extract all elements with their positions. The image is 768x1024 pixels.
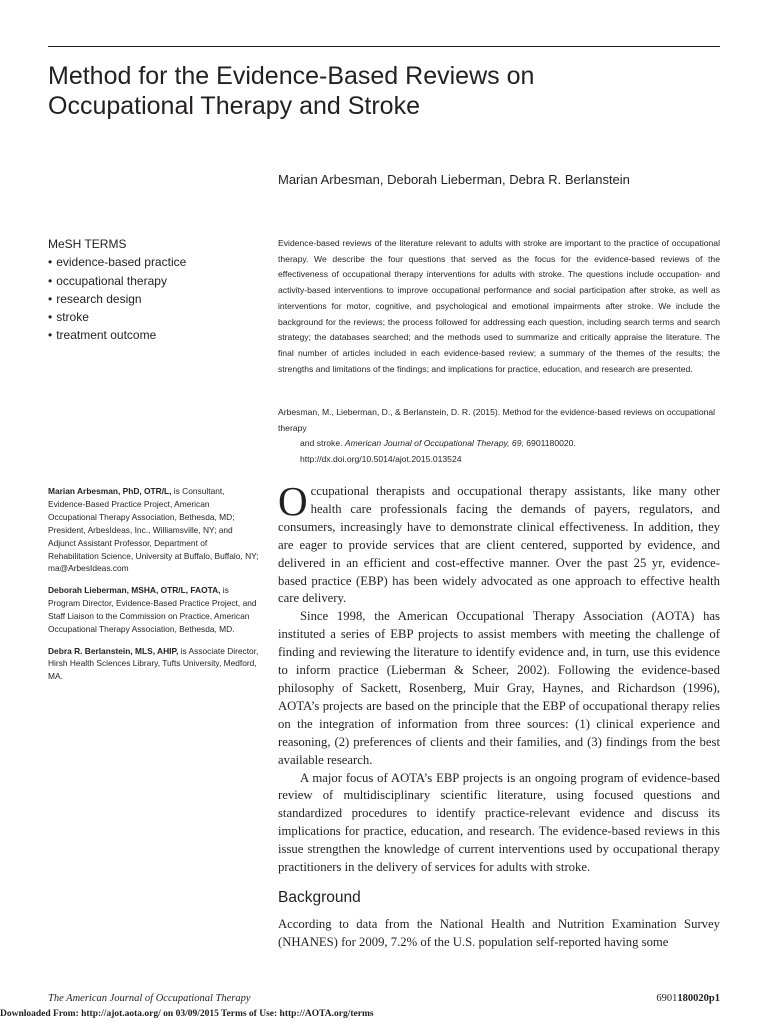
abstract: Evidence-based reviews of the literature relevant to adults with stroke are important to the practice of occupational therapy. We describe the four questions that served as the focus for the evidence-based reviews of the effectiveness of occupational therapy interventions for adults with stroke. The questions include occupation- and activity-based interventions to improve occupational performance and social participation after stroke, as well as interventions for motor, cognitive, and psychological and emotional impairments after stroke. We include the background for the reviews; the process followed for addressing each question, including search terms and search strategy; the databases searched; and the methods used to summarize and critically appraise the literature. The final number of articles included in each evidence-based review; a summary of the themes of the results; the strengths and limitations of the findings; and implications for practice, education, and research are presented. [278, 238, 720, 374]
author-list: Marian Arbesman, Deborah Lieberman, Debra R. Berlanstein [278, 172, 630, 187]
download-notice: Downloaded From: http://ajot.aota.org/ on 03/09/2015 Terms of Use: http://AOTA.org/terms [0, 1009, 374, 1019]
affiliation-item [48, 584, 260, 636]
mesh-heading: MeSH TERMS [48, 237, 127, 251]
footer-journal-name: The American Journal of Occupational Therapy [48, 993, 251, 1004]
page-prefix: 6901 [656, 993, 678, 1004]
title-line-1: Method for the Evidence-Based Reviews on [48, 62, 535, 90]
paragraph-text: ccupational therapists and occupational therapy assistants, like many other health care professionals facing the demands of payers, regulators, and consumers, increasingly have to demonstrate clinical effectiveness. In addition, they are eager to provide services that are client centered, supported by evidence, and delivered in an efficient and cost-effective manner. Over the past 25 yr, evidence-based practice (EBP) has been widely advocated as one approach to effective health care delivery. [278, 484, 720, 606]
page-suffix: 180020p1 [677, 993, 720, 1004]
affiliation-text: is Associate Director, Hirsh Health Sciences Library, Tufts University, Medford, MA. [48, 645, 259, 682]
affiliation-item [48, 645, 260, 684]
affiliation-text: is Consultant, Evidence-Based Practice Project, American Occupational Therapy Association, Bethesda, MD; President, ArbesIdeas, Inc., Williamsville, NY; and Adjunct Assistant Professor, Department of Rehabilitation Science, University at Buffalo, Buffalo, NY; ma@ArbesIdeas.com [48, 486, 259, 574]
author-affiliations [48, 485, 260, 692]
affiliation-text: is Program Director, Evidence-Based Practice Project, and Staff Liaison to the Commission on Practice, American Occupational Therapy Association, Bethesda, MD. [48, 585, 257, 634]
body-paragraph: According to data from the National Health and Nutrition Examination Survey (NHANES) for 2009, 7.2% of the U.S. population self-reported having some [278, 916, 720, 949]
affiliation-item [48, 485, 260, 575]
mesh-term: • evidence-based practice [48, 253, 268, 271]
article-title [48, 61, 708, 121]
citation-part-2: and stroke. [300, 438, 343, 449]
top-rule [48, 46, 720, 47]
body-paragraph: Since 1998, the American Occupational Therapy Association (AOTA) has instituted a series of EBP projects to assist members with meeting the challenge of finding and reviewing the literature to identify evidence and, in turn, use this evidence to inform practice (Lieberman & Scheer, 2002). Following the evidence-based philosophy of Sackett, Rosenberg, Muir Gray, Haynes, and Richardson (1996), AOTA’s projects are based on the principle that the EBP of occupational therapy relies on the integration of information from three sources: (1) clinical experience and reasoning, (2) preferences of clients and their families, and (3) findings from the best available research. [278, 609, 720, 767]
citation-part-1: Arbesman, M., Lieberman, D., & Berlanstein, D. R. (2015). Method for the evidence-based reviews on occupational therapy [278, 407, 716, 433]
mesh-terms [48, 235, 268, 345]
body-paragraph [278, 478, 720, 608]
drop-cap: O [278, 478, 308, 524]
citation-continued [278, 436, 720, 467]
citation-journal: American Journal of Occupational Therapy, 69, [344, 438, 524, 449]
citation-doi[interactable]: 6901180020. http://dx.doi.org/10.5014/ajot.2015.013524 [300, 438, 576, 465]
mesh-term-list [48, 253, 268, 344]
title-line-2: Occupational Therapy and Stroke [48, 92, 420, 120]
body-paragraph: A major focus of AOTA’s EBP projects is an ongoing program of evidence-based review of multidisciplinary scientific literature, using focused questions and standardized procedures to identify practice-relevant evidence and discuss its implications for practice, education, and research. The evidence-based reviews in this issue strengthen the knowledge of current interventions used by occupational therapy practitioners in the delivery of services for adults with stroke. [278, 770, 720, 875]
article-body [278, 478, 720, 952]
mesh-term: • treatment outcome [48, 326, 268, 344]
mesh-term: • stroke [48, 308, 268, 326]
section-heading-background: Background [278, 888, 361, 906]
affiliation-name: Deborah Lieberman, MSHA, OTR/L, FAOTA, [48, 585, 221, 596]
mesh-term: • research design [48, 290, 268, 308]
affiliation-name: Debra R. Berlanstein, MLS, AHIP, [48, 645, 179, 656]
footer-page-number [656, 993, 720, 1004]
affiliation-name: Marian Arbesman, PhD, OTR/L, [48, 486, 172, 496]
mesh-term: • occupational therapy [48, 272, 268, 290]
citation [278, 405, 720, 468]
